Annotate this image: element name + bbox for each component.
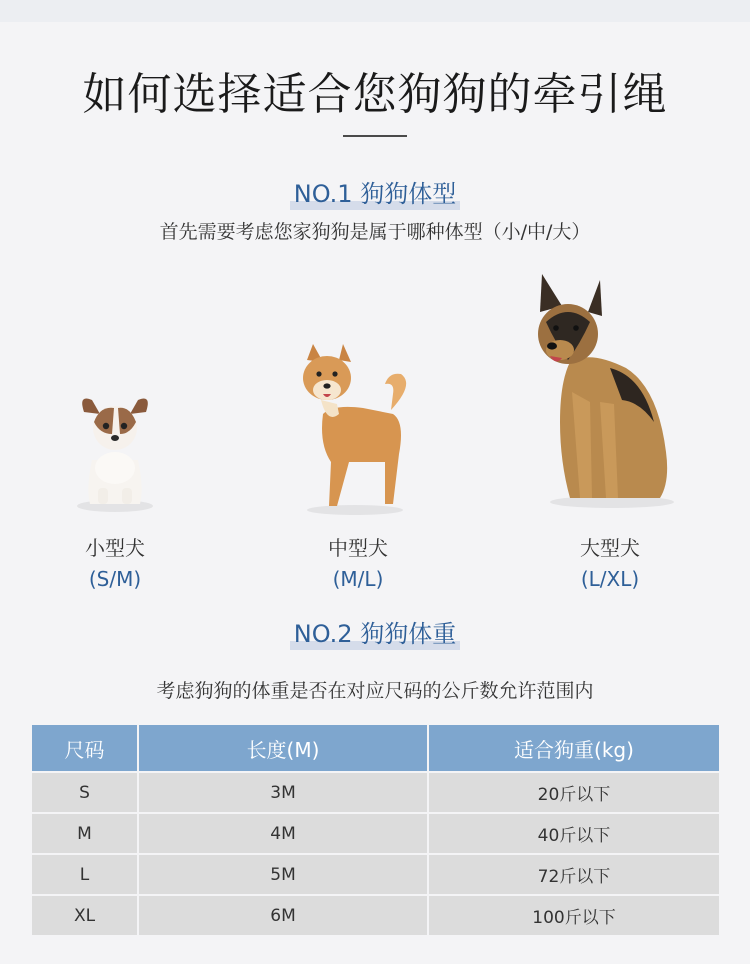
dog-small-label: 小型犬 (85, 536, 145, 560)
page-title: 如何选择适合您狗狗的牵引绳 (82, 69, 668, 120)
cell-length: 3M (138, 772, 428, 813)
cell-weight: 40斤以下 (428, 813, 719, 854)
cell-size: L (32, 854, 138, 895)
table-row (32, 854, 719, 895)
dog-medium (258, 0, 458, 600)
table-header-length: 长度(M) (138, 725, 428, 772)
chihuahua-puppy-icon (70, 388, 160, 514)
cell-size: M (32, 813, 138, 854)
table-row (32, 813, 719, 854)
table-header-size: 尺码 (32, 725, 138, 772)
cell-size: S (32, 772, 138, 813)
shiba-inu-icon (293, 344, 418, 516)
dog-medium-size: (M/L) (332, 567, 384, 591)
dog-large-label: 大型犬 (580, 536, 640, 560)
cell-weight: 100斤以下 (428, 895, 719, 935)
table-header-row (32, 725, 719, 772)
cell-size: XL (32, 895, 138, 935)
cell-length: 4M (138, 813, 428, 854)
table-row (32, 895, 719, 935)
cell-length: 5M (138, 854, 428, 895)
german-shepherd-icon (530, 272, 680, 510)
section2-heading (0, 614, 750, 650)
size-table (32, 725, 719, 935)
section2-subtitle: 考虑狗狗的体重是否在对应尺码的公斤数允许范围内 (156, 680, 594, 702)
table-header-weight: 适合狗重(kg) (428, 725, 719, 772)
cell-length: 6M (138, 895, 428, 935)
dog-medium-label: 中型犬 (328, 536, 388, 560)
section1-subtitle: 首先需要考虑您家狗狗是属于哪种体型（小/中/大） (159, 221, 591, 243)
section1-heading-text: NO.1 狗狗体型 (290, 174, 460, 210)
dog-large (510, 0, 710, 600)
dog-small (15, 0, 215, 600)
cell-weight: 72斤以下 (428, 854, 719, 895)
dog-small-size: (S/M) (88, 567, 142, 591)
section2-heading-text: NO.2 狗狗体重 (290, 614, 460, 650)
cell-weight: 20斤以下 (428, 772, 719, 813)
table-row (32, 772, 719, 813)
dog-large-size: (L/XL) (580, 567, 640, 591)
